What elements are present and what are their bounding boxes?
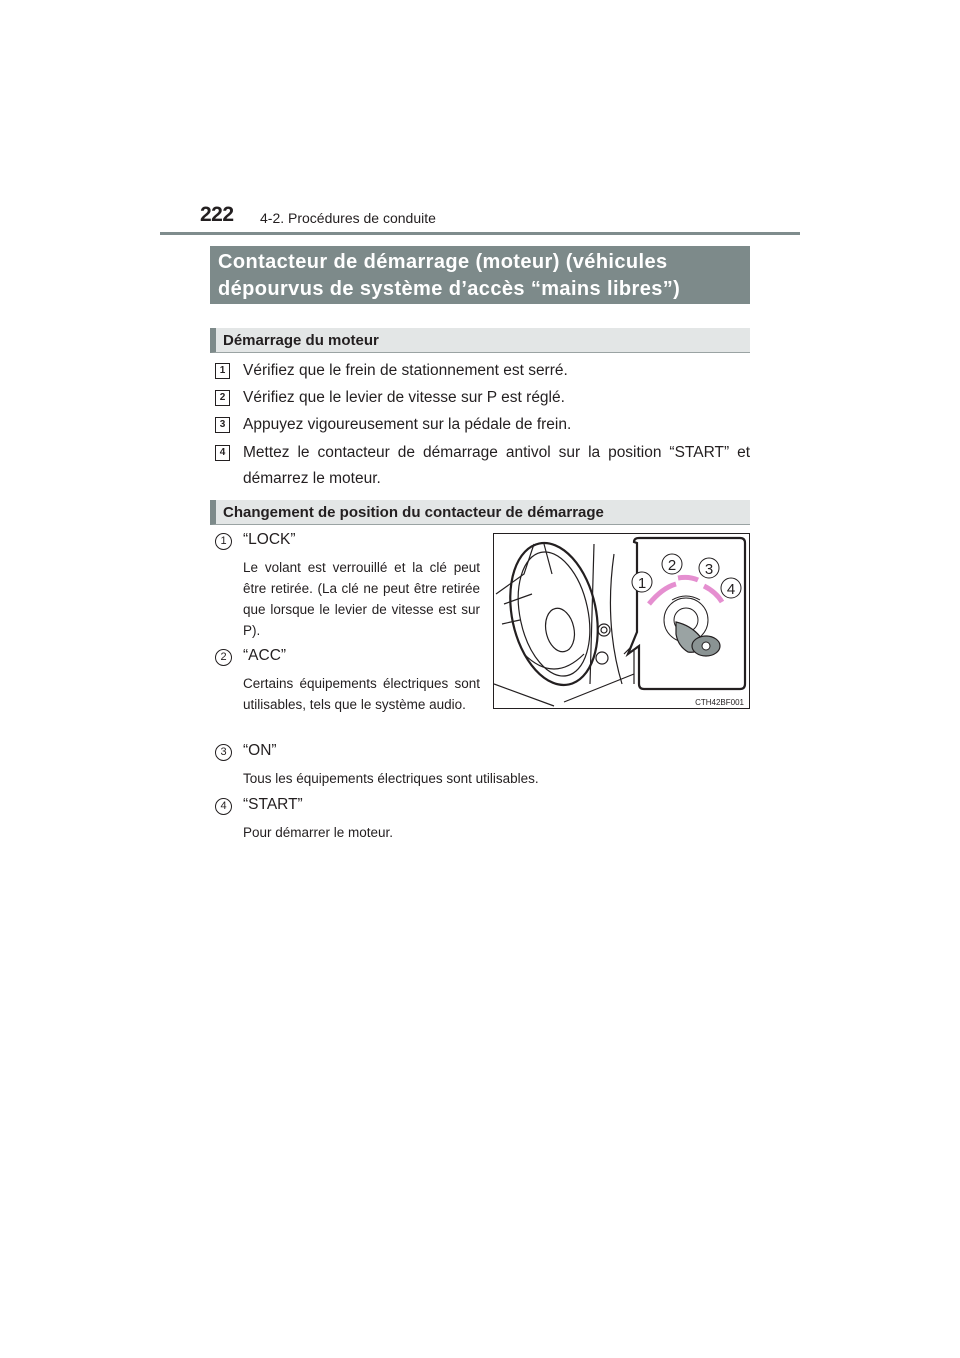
starting-engine-heading: Démarrage du moteur — [210, 328, 750, 353]
position-label: “START” — [243, 796, 303, 813]
page-title-line-1: Contacteur de démarrage (moteur) (véhicules — [218, 251, 668, 273]
position-description: Le volant est verrouillé et la clé peut être retirée. (La clé ne peut être retirée que lorsque le levier de vitesse est sur P). — [243, 560, 480, 638]
step-item — [215, 440, 750, 492]
callout-4: 4 — [726, 581, 736, 598]
switch-positions-heading: Changement de position du contacteur de démarrage — [210, 500, 750, 525]
step-text: Mettez le contacteur de démarrage antivol sur la position “START” et démarrez le moteur. — [243, 444, 750, 487]
step-text: Vérifiez que le levier de vitesse sur P est réglé. — [243, 389, 565, 406]
step-number-badge: 4 — [215, 445, 230, 461]
page-title-line-2: dépourvus de système d’accès “mains libres”) — [218, 278, 681, 300]
position-number: 2 — [215, 649, 232, 666]
illustration-code: CTH42BF001 — [695, 698, 744, 707]
page-number: 222 — [200, 203, 234, 226]
callout-1: 1 — [637, 575, 647, 592]
position-description: Tous les équipements électriques sont utilisables. — [243, 771, 539, 786]
position-label: “LOCK” — [243, 531, 296, 548]
page-title — [210, 246, 750, 304]
step-item — [215, 412, 750, 438]
position-number: 1 — [215, 533, 232, 550]
step-number-badge: 1 — [215, 363, 230, 379]
position-number: 3 — [215, 744, 232, 761]
step-number-badge: 2 — [215, 390, 230, 406]
position-description: Pour démarrer le moteur. — [243, 825, 394, 840]
callout-3: 3 — [704, 561, 714, 578]
step-text: Vérifiez que le frein de stationnement est serré. — [243, 362, 568, 379]
callout-2: 2 — [667, 557, 677, 574]
ignition-switch-illustration — [493, 533, 750, 709]
header-rule — [160, 232, 800, 235]
section-reference: 4-2. Procédures de conduite — [260, 210, 436, 226]
position-label: “ON” — [243, 742, 277, 759]
step-number-badge: 3 — [215, 417, 230, 433]
position-number: 4 — [215, 798, 232, 815]
step-item — [215, 385, 750, 411]
step-item — [215, 358, 750, 384]
position-description: Certains équipements électriques sont utilisables, tels que le système audio. — [243, 676, 480, 712]
step-text: Appuyez vigoureusement sur la pédale de frein. — [243, 416, 572, 433]
illustration-drawing — [494, 534, 749, 708]
position-label: “ACC” — [243, 647, 287, 664]
